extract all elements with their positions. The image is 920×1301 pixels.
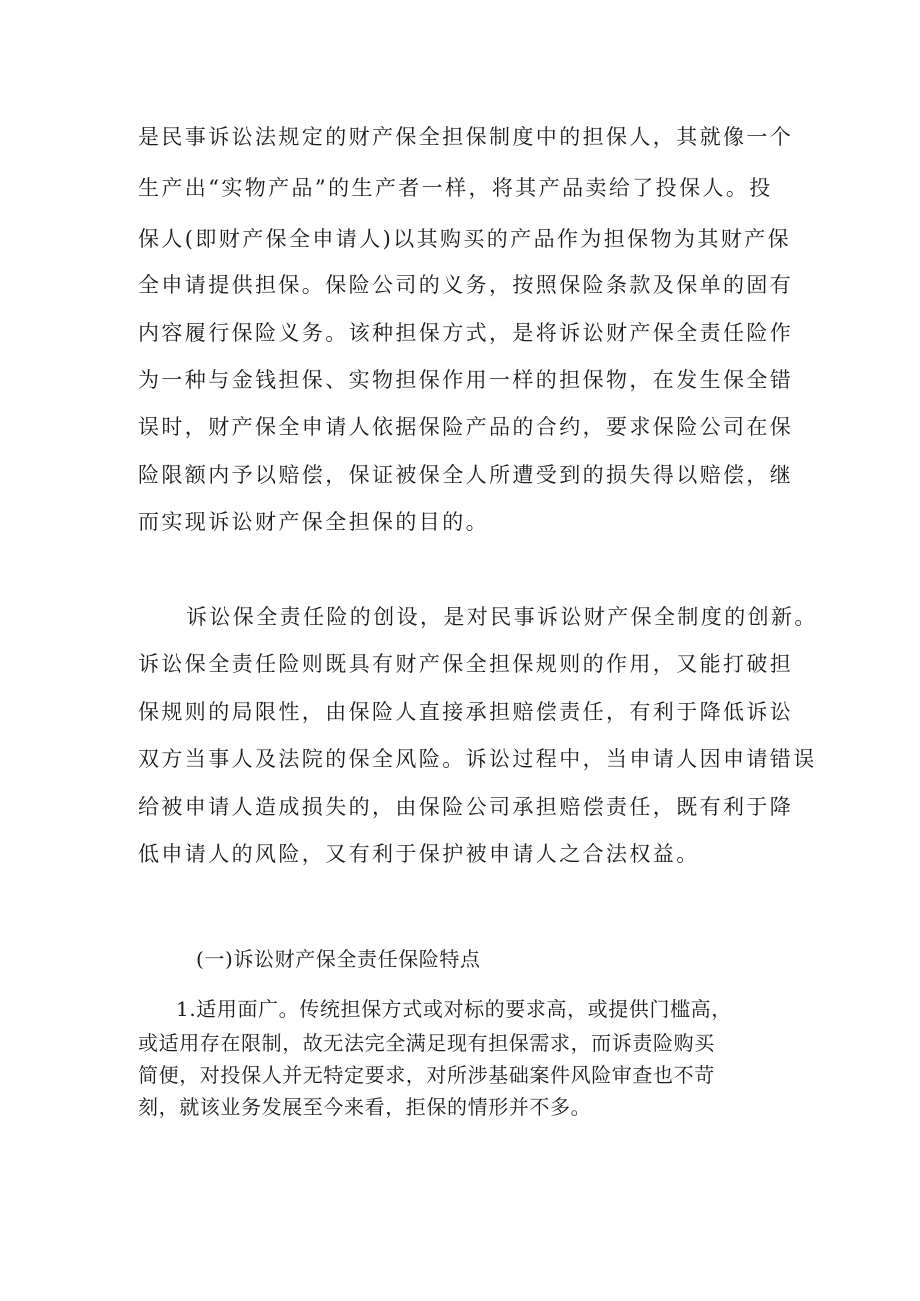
paragraph-1-line: 保人(即财产保全申请人)以其购买的产品作为担保物为其财产保 [138, 227, 791, 251]
paragraph-1-line: 为一种与金钱担保、实物担保作用一样的担保物，在发生保全错 [138, 368, 794, 392]
paragraph-2-line: 双方当事人及法院的保全风险。诉讼过程中，当申请人因申请错误 [138, 747, 817, 771]
paragraph-2-line: 给被申请人造成损失的，由保险公司承担赔偿责任，既有利于降 [138, 795, 794, 819]
paragraph-1-line: 误时，财产保全申请人依据保险产品的合约，要求保险公司在保 [138, 415, 794, 439]
paragraph-3-line: 或适用存在限制，故无法完全满足现有担保需求，而诉责险购买 [138, 1031, 715, 1055]
paragraph-3-line: 刻，就该业务发展至今来看，拒保的情形并不多。 [138, 1095, 592, 1119]
paragraph-1-line: 是民事诉讼法规定的财产保全担保制度中的担保人，其就像一个 [138, 125, 794, 149]
section-heading: (一)诉讼财产保全责任保险特点 [196, 947, 481, 971]
paragraph-1-line: 险限额内予以赔偿，保证被保全人所遭受到的损失得以赔偿，继 [138, 463, 794, 487]
paragraph-1-line: 内容履行保险义务。该种担保方式，是将诉讼财产保全责任险作 [138, 321, 794, 345]
paragraph-2-line: 诉讼保全责任险则既具有财产保全担保规则的作用，又能打破担 [138, 652, 794, 676]
paragraph-3-line: 简便，对投保人并无特定要求，对所涉基础案件风险审查也不苛 [138, 1063, 715, 1087]
paragraph-2-line: 低申请人的风险，又有利于保护被申请人之合法权益。 [138, 842, 700, 866]
paragraph-1-line: 生产出“实物产品”的生产者一样，将其产品卖给了投保人。投 [138, 176, 773, 200]
paragraph-1-line: 而实现诉讼财产保全担保的目的。 [138, 510, 489, 534]
paragraph-2-line: 诉讼保全责任险的创设，是对民事诉讼财产保全制度的创新。 [186, 605, 818, 629]
paragraph-3-line: 1.适用面广。传统担保方式或对标的要求高，或提供门槛高， [176, 997, 732, 1021]
paragraph-2-line: 保规则的局限性，由保险人直接承担赔偿责任，有利于降低诉讼 [138, 700, 794, 724]
paragraph-1-line: 全申请提供担保。保险公司的义务，按照保险条款及保单的固有 [138, 273, 794, 297]
